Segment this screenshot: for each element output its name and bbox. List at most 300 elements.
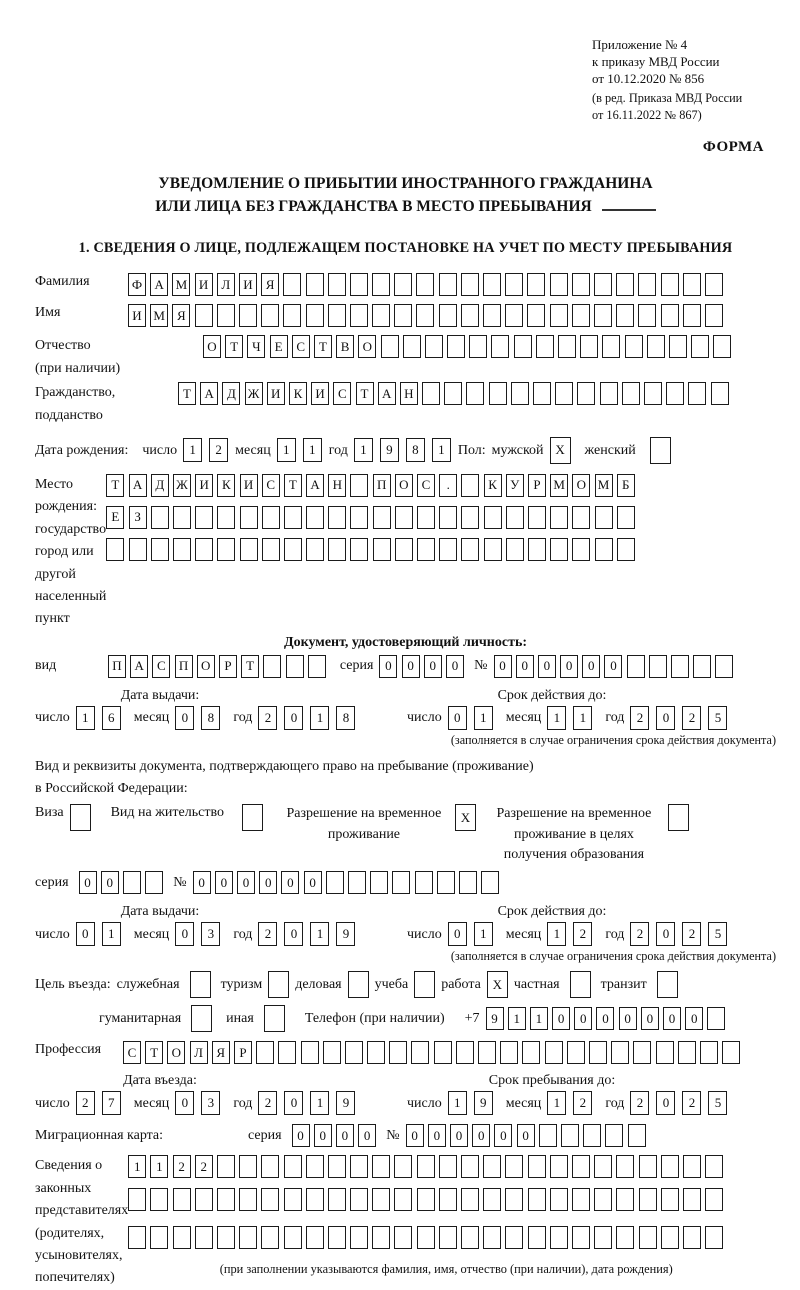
char-box[interactable]: 1 — [76, 706, 95, 730]
char-box[interactable] — [173, 1226, 191, 1249]
stay-month-boxes[interactable] — [547, 1091, 599, 1115]
char-box[interactable]: С — [292, 335, 310, 358]
purpose-private-checkbox[interactable] — [570, 971, 591, 998]
char-box[interactable] — [713, 335, 731, 358]
char-box[interactable]: А — [378, 382, 396, 405]
char-box[interactable] — [425, 335, 443, 358]
char-box[interactable]: Я — [212, 1041, 230, 1064]
char-box[interactable] — [439, 1188, 457, 1211]
entry-year-boxes[interactable] — [258, 1091, 362, 1115]
sex-male-checkbox[interactable] — [550, 437, 571, 464]
purpose-study-checkbox[interactable] — [414, 971, 435, 998]
char-box[interactable]: Ж — [173, 474, 191, 497]
char-box[interactable]: 6 — [102, 706, 121, 730]
char-box[interactable]: Т — [145, 1041, 163, 1064]
char-box[interactable] — [350, 273, 368, 296]
char-box[interactable]: 0 — [656, 922, 675, 946]
char-box[interactable]: Д — [151, 474, 169, 497]
char-box[interactable]: И — [195, 474, 213, 497]
char-box[interactable]: 0 — [406, 1124, 424, 1147]
purpose-humanitarian-checkbox[interactable] — [191, 1005, 212, 1032]
char-box[interactable] — [262, 538, 280, 561]
char-box[interactable]: 5 — [708, 1091, 727, 1115]
char-box[interactable]: 1 — [310, 706, 329, 730]
char-box[interactable] — [600, 382, 618, 405]
temp-residence-edu-checkbox[interactable] — [668, 804, 689, 831]
char-box[interactable]: О — [395, 474, 413, 497]
char-box[interactable] — [461, 1188, 479, 1211]
char-box[interactable] — [622, 382, 640, 405]
char-box[interactable]: 2 — [682, 1091, 701, 1115]
char-box[interactable]: 0 — [259, 871, 277, 894]
char-box[interactable] — [572, 1155, 590, 1178]
char-box[interactable]: 2 — [573, 1091, 592, 1115]
char-box[interactable] — [242, 804, 263, 831]
char-box[interactable]: Р — [219, 655, 237, 678]
char-box[interactable]: 0 — [450, 1124, 468, 1147]
char-box[interactable] — [261, 1155, 279, 1178]
char-box[interactable] — [572, 273, 590, 296]
char-box[interactable] — [173, 1188, 191, 1211]
rvp-number-boxes[interactable] — [193, 871, 504, 894]
doc-series-boxes[interactable] — [379, 655, 468, 678]
char-box[interactable] — [395, 538, 413, 561]
char-box[interactable]: П — [175, 655, 193, 678]
char-box[interactable]: 2 — [258, 922, 277, 946]
char-box[interactable]: 0 — [79, 871, 97, 894]
char-box[interactable] — [439, 538, 457, 561]
char-box[interactable] — [661, 1155, 679, 1178]
char-box[interactable]: 0 — [656, 706, 675, 730]
char-box[interactable]: 2 — [682, 706, 701, 730]
char-box[interactable]: 1 — [310, 1091, 329, 1115]
char-box[interactable] — [461, 1226, 479, 1249]
char-box[interactable]: 9 — [336, 922, 355, 946]
char-box[interactable] — [483, 273, 501, 296]
doc-valid-year-boxes[interactable] — [630, 706, 734, 730]
birth-place-row2-boxes[interactable] — [106, 506, 639, 529]
char-box[interactable]: А — [200, 382, 218, 405]
char-box[interactable]: 0 — [428, 1124, 446, 1147]
rvp-series-boxes[interactable] — [79, 871, 168, 894]
char-box[interactable] — [505, 1188, 523, 1211]
char-box[interactable] — [195, 506, 213, 529]
char-box[interactable] — [528, 1226, 546, 1249]
char-box[interactable] — [414, 971, 435, 998]
char-box[interactable] — [195, 304, 213, 327]
char-box[interactable] — [570, 971, 591, 998]
char-box[interactable]: 7 — [102, 1091, 121, 1115]
char-box[interactable] — [306, 304, 324, 327]
char-box[interactable]: 1 — [530, 1007, 548, 1030]
char-box[interactable]: И — [195, 273, 213, 296]
char-box[interactable] — [284, 538, 302, 561]
char-box[interactable]: 0 — [685, 1007, 703, 1030]
char-box[interactable] — [461, 474, 479, 497]
char-box[interactable] — [511, 382, 529, 405]
char-box[interactable] — [350, 506, 368, 529]
rvp-valid-day-boxes[interactable] — [448, 922, 500, 946]
char-box[interactable] — [484, 506, 502, 529]
char-box[interactable] — [528, 1155, 546, 1178]
char-box[interactable] — [128, 1188, 146, 1211]
char-box[interactable] — [461, 1155, 479, 1178]
char-box[interactable]: О — [167, 1041, 185, 1064]
char-box[interactable] — [417, 506, 435, 529]
rvp-issue-day-boxes[interactable] — [76, 922, 128, 946]
char-box[interactable] — [123, 871, 141, 894]
char-box[interactable]: Т — [225, 335, 243, 358]
char-box[interactable] — [705, 273, 723, 296]
char-box[interactable]: Б — [617, 474, 635, 497]
char-box[interactable] — [411, 1041, 429, 1064]
char-box[interactable]: 0 — [446, 655, 464, 678]
char-box[interactable] — [434, 1041, 452, 1064]
phone-boxes[interactable] — [486, 1007, 730, 1030]
char-box[interactable] — [350, 1226, 368, 1249]
char-box[interactable]: П — [373, 474, 391, 497]
char-box[interactable] — [217, 506, 235, 529]
char-box[interactable] — [466, 382, 484, 405]
char-box[interactable]: 0 — [379, 655, 397, 678]
stay-year-boxes[interactable] — [630, 1091, 734, 1115]
char-box[interactable]: 1 — [448, 1091, 467, 1115]
char-box[interactable]: 9 — [380, 438, 399, 462]
char-box[interactable] — [602, 335, 620, 358]
char-box[interactable]: 0 — [292, 1124, 310, 1147]
char-box[interactable] — [328, 506, 346, 529]
char-box[interactable] — [439, 1155, 457, 1178]
char-box[interactable] — [505, 1155, 523, 1178]
char-box[interactable]: 1 — [150, 1155, 168, 1178]
char-box[interactable] — [350, 304, 368, 327]
char-box[interactable] — [439, 506, 457, 529]
char-box[interactable] — [528, 1188, 546, 1211]
char-box[interactable] — [550, 506, 568, 529]
char-box[interactable] — [639, 1226, 657, 1249]
char-box[interactable]: И — [128, 304, 146, 327]
citizenship-boxes[interactable] — [178, 382, 733, 405]
char-box[interactable] — [306, 273, 324, 296]
purpose-official-checkbox[interactable] — [190, 971, 211, 998]
char-box[interactable]: Л — [190, 1041, 208, 1064]
char-box[interactable] — [481, 871, 499, 894]
rvp-issue-year-boxes[interactable] — [258, 922, 362, 946]
char-box[interactable] — [661, 1226, 679, 1249]
char-box[interactable] — [261, 304, 279, 327]
char-box[interactable]: 0 — [663, 1007, 681, 1030]
char-box[interactable]: 2 — [258, 1091, 277, 1115]
char-box[interactable] — [506, 506, 524, 529]
char-box[interactable]: Н — [400, 382, 418, 405]
char-box[interactable] — [217, 538, 235, 561]
char-box[interactable] — [395, 506, 413, 529]
char-box[interactable]: К — [484, 474, 502, 497]
char-box[interactable] — [589, 1041, 607, 1064]
char-box[interactable] — [394, 1155, 412, 1178]
char-box[interactable] — [306, 506, 324, 529]
char-box[interactable] — [644, 382, 662, 405]
char-box[interactable] — [240, 506, 258, 529]
char-box[interactable] — [505, 1226, 523, 1249]
char-box[interactable]: Т — [314, 335, 332, 358]
char-box[interactable] — [195, 538, 213, 561]
char-box[interactable] — [350, 1188, 368, 1211]
char-box[interactable]: 2 — [682, 922, 701, 946]
char-box[interactable]: О — [358, 335, 376, 358]
char-box[interactable] — [567, 1041, 585, 1064]
residence-permit-checkbox[interactable] — [242, 804, 263, 831]
char-box[interactable] — [616, 304, 634, 327]
char-box[interactable] — [328, 1226, 346, 1249]
char-box[interactable]: А — [130, 655, 148, 678]
char-box[interactable]: 0 — [472, 1124, 490, 1147]
char-box[interactable]: 1 — [547, 706, 566, 730]
char-box[interactable] — [372, 1226, 390, 1249]
purpose-other-checkbox[interactable] — [264, 1005, 285, 1032]
char-box[interactable] — [239, 1226, 257, 1249]
char-box[interactable] — [633, 1041, 651, 1064]
char-box[interactable]: 8 — [406, 438, 425, 462]
char-box[interactable] — [550, 1155, 568, 1178]
char-box[interactable]: О — [197, 655, 215, 678]
char-box[interactable] — [286, 655, 304, 678]
char-box[interactable] — [370, 871, 388, 894]
char-box[interactable]: 3 — [201, 1091, 220, 1115]
char-box[interactable] — [656, 1041, 674, 1064]
char-box[interactable] — [483, 1226, 501, 1249]
patronymic-boxes[interactable] — [203, 335, 736, 358]
char-box[interactable] — [261, 1226, 279, 1249]
char-box[interactable] — [483, 1188, 501, 1211]
char-box[interactable]: С — [333, 382, 351, 405]
char-box[interactable] — [367, 1041, 385, 1064]
char-box[interactable]: Н — [328, 474, 346, 497]
char-box[interactable] — [217, 1188, 235, 1211]
char-box[interactable] — [705, 1155, 723, 1178]
char-box[interactable]: Д — [222, 382, 240, 405]
char-box[interactable] — [691, 335, 709, 358]
char-box[interactable]: 0 — [215, 871, 233, 894]
char-box[interactable] — [394, 304, 412, 327]
char-box[interactable]: 2 — [573, 922, 592, 946]
char-box[interactable] — [264, 1005, 285, 1032]
char-box[interactable] — [594, 1155, 612, 1178]
char-box[interactable]: 5 — [708, 706, 727, 730]
char-box[interactable] — [533, 382, 551, 405]
char-box[interactable]: У — [506, 474, 524, 497]
char-box[interactable] — [528, 506, 546, 529]
char-box[interactable] — [195, 1188, 213, 1211]
char-box[interactable] — [306, 538, 324, 561]
char-box[interactable] — [151, 506, 169, 529]
char-box[interactable] — [173, 538, 191, 561]
char-box[interactable] — [278, 1041, 296, 1064]
char-box[interactable] — [616, 1188, 634, 1211]
char-box[interactable] — [106, 538, 124, 561]
char-box[interactable] — [306, 1188, 324, 1211]
char-box[interactable] — [572, 506, 590, 529]
char-box[interactable]: Т — [284, 474, 302, 497]
char-box[interactable]: З — [129, 506, 147, 529]
char-box[interactable] — [572, 304, 590, 327]
char-box[interactable] — [348, 971, 369, 998]
char-box[interactable] — [617, 506, 635, 529]
char-box[interactable] — [595, 538, 613, 561]
char-box[interactable]: Л — [217, 273, 235, 296]
char-box[interactable]: 0 — [552, 1007, 570, 1030]
char-box[interactable] — [489, 382, 507, 405]
char-box[interactable] — [190, 971, 211, 998]
char-box[interactable]: С — [152, 655, 170, 678]
char-box[interactable] — [326, 871, 344, 894]
char-box[interactable] — [616, 1155, 634, 1178]
char-box[interactable] — [707, 1007, 725, 1030]
char-box[interactable] — [594, 1188, 612, 1211]
char-box[interactable] — [323, 1041, 341, 1064]
char-box[interactable] — [392, 871, 410, 894]
char-box[interactable]: 2 — [76, 1091, 95, 1115]
char-box[interactable] — [650, 437, 671, 464]
char-box[interactable]: 2 — [630, 1091, 649, 1115]
char-box[interactable] — [381, 335, 399, 358]
char-box[interactable] — [683, 304, 701, 327]
char-box[interactable] — [150, 1188, 168, 1211]
char-box[interactable]: 3 — [201, 922, 220, 946]
char-box[interactable]: 9 — [336, 1091, 355, 1115]
char-box[interactable] — [417, 1155, 435, 1178]
char-box[interactable]: С — [123, 1041, 141, 1064]
char-box[interactable]: 0 — [560, 655, 578, 678]
stay-day-boxes[interactable] — [448, 1091, 500, 1115]
char-box[interactable] — [580, 335, 598, 358]
char-box[interactable] — [550, 538, 568, 561]
char-box[interactable] — [500, 1041, 518, 1064]
char-box[interactable] — [683, 273, 701, 296]
char-box[interactable] — [657, 971, 678, 998]
char-box[interactable] — [705, 1188, 723, 1211]
char-box[interactable]: А — [129, 474, 147, 497]
char-box[interactable]: 1 — [277, 438, 296, 462]
char-box[interactable] — [461, 304, 479, 327]
char-box[interactable]: X — [455, 804, 476, 831]
char-box[interactable] — [389, 1041, 407, 1064]
char-box[interactable]: 2 — [630, 922, 649, 946]
visa-checkbox[interactable] — [70, 804, 91, 831]
purpose-transit-checkbox[interactable] — [657, 971, 678, 998]
char-box[interactable]: 0 — [402, 655, 420, 678]
birth-year-boxes[interactable] — [354, 438, 458, 462]
char-box[interactable]: Ж — [245, 382, 263, 405]
char-box[interactable] — [195, 1226, 213, 1249]
char-box[interactable] — [268, 971, 289, 998]
char-box[interactable] — [595, 506, 613, 529]
purpose-tourism-checkbox[interactable] — [268, 971, 289, 998]
char-box[interactable]: Р — [234, 1041, 252, 1064]
char-box[interactable] — [461, 538, 479, 561]
char-box[interactable] — [372, 1155, 390, 1178]
char-box[interactable] — [671, 655, 689, 678]
char-box[interactable] — [373, 538, 391, 561]
char-box[interactable]: Ф — [128, 273, 146, 296]
char-box[interactable]: 0 — [76, 922, 95, 946]
char-box[interactable] — [308, 655, 326, 678]
char-box[interactable]: Т — [106, 474, 124, 497]
char-box[interactable]: 0 — [424, 655, 442, 678]
char-box[interactable] — [456, 1041, 474, 1064]
char-box[interactable] — [394, 1188, 412, 1211]
char-box[interactable]: Я — [261, 273, 279, 296]
char-box[interactable]: 0 — [281, 871, 299, 894]
char-box[interactable] — [284, 1226, 302, 1249]
char-box[interactable] — [627, 655, 645, 678]
char-box[interactable] — [191, 1005, 212, 1032]
char-box[interactable] — [469, 335, 487, 358]
char-box[interactable] — [483, 1155, 501, 1178]
char-box[interactable] — [625, 335, 643, 358]
char-box[interactable] — [715, 655, 733, 678]
char-box[interactable] — [145, 871, 163, 894]
char-box[interactable] — [394, 1226, 412, 1249]
sex-female-checkbox[interactable] — [650, 437, 671, 464]
char-box[interactable] — [550, 1188, 568, 1211]
doc-valid-month-boxes[interactable] — [547, 706, 599, 730]
char-box[interactable]: Т — [241, 655, 259, 678]
birth-day-boxes[interactable] — [183, 438, 235, 462]
char-box[interactable] — [647, 335, 665, 358]
char-box[interactable] — [415, 871, 433, 894]
char-box[interactable] — [151, 538, 169, 561]
char-box[interactable]: И — [240, 474, 258, 497]
char-box[interactable] — [444, 382, 462, 405]
char-box[interactable] — [217, 304, 235, 327]
char-box[interactable] — [284, 506, 302, 529]
char-box[interactable]: М — [595, 474, 613, 497]
char-box[interactable] — [572, 538, 590, 561]
char-box[interactable]: 0 — [284, 1091, 303, 1115]
char-box[interactable]: 2 — [630, 706, 649, 730]
char-box[interactable] — [594, 1226, 612, 1249]
char-box[interactable] — [616, 273, 634, 296]
char-box[interactable] — [217, 1226, 235, 1249]
char-box[interactable] — [439, 273, 457, 296]
char-box[interactable] — [605, 1124, 623, 1147]
char-box[interactable] — [394, 273, 412, 296]
char-box[interactable]: 1 — [573, 706, 592, 730]
char-box[interactable] — [528, 538, 546, 561]
char-box[interactable]: 8 — [201, 706, 220, 730]
char-box[interactable]: Я — [172, 304, 190, 327]
char-box[interactable]: К — [217, 474, 235, 497]
char-box[interactable]: 1 — [508, 1007, 526, 1030]
birth-month-boxes[interactable] — [277, 438, 329, 462]
char-box[interactable] — [594, 273, 612, 296]
char-box[interactable] — [417, 538, 435, 561]
char-box[interactable] — [417, 1226, 435, 1249]
char-box[interactable]: 0 — [656, 1091, 675, 1115]
purpose-work-checkbox[interactable] — [487, 971, 508, 998]
char-box[interactable]: 0 — [582, 655, 600, 678]
char-box[interactable] — [661, 304, 679, 327]
char-box[interactable] — [577, 382, 595, 405]
char-box[interactable] — [561, 1124, 579, 1147]
char-box[interactable]: 0 — [516, 655, 534, 678]
char-box[interactable] — [550, 273, 568, 296]
char-box[interactable] — [283, 273, 301, 296]
char-box[interactable] — [483, 304, 501, 327]
rvp-valid-year-boxes[interactable] — [630, 922, 734, 946]
char-box[interactable] — [345, 1041, 363, 1064]
